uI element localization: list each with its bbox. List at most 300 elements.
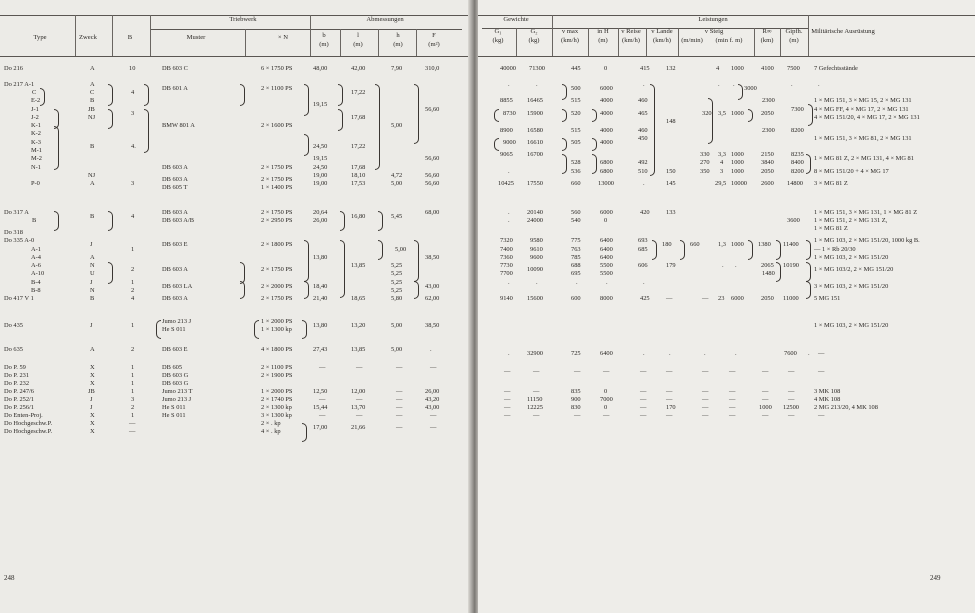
table-cell: 19,00 (313, 180, 328, 187)
column-header: Zweck (79, 34, 97, 41)
table-cell: 1 (131, 388, 135, 395)
table-cell: 420 (640, 209, 650, 216)
table-cell: 43,00 (425, 404, 440, 411)
table-cell: . (722, 262, 724, 269)
table-cell: K-3 (31, 139, 41, 146)
table-cell: 330 (700, 151, 710, 158)
table-cell: — (762, 412, 769, 419)
table-cell: 9580 (530, 237, 543, 244)
table-cell: 8000 (600, 295, 613, 302)
table-cell: 4 MK 108 (814, 396, 841, 403)
table-cell: 7730 (500, 262, 513, 269)
column-header: Type (33, 34, 47, 41)
column-header: (m) (319, 41, 329, 48)
table-cell: 16610 (527, 139, 543, 146)
table-cell: — (702, 396, 709, 403)
table-cell: JB (88, 106, 95, 113)
table-cell: . (643, 350, 645, 357)
table-cell: — (356, 396, 363, 403)
table-cell: He S 011 (162, 412, 186, 419)
table-cell: 7300 (791, 106, 804, 113)
table-cell: 5,00 (391, 122, 403, 129)
table-cell: BMW 801 A (162, 122, 195, 129)
table-cell: — 1 × Rb 20/30 (814, 246, 856, 253)
table-cell: 4 (131, 213, 135, 220)
table-cell: 4000 (600, 127, 613, 134)
table-cell: 0 (604, 217, 608, 224)
table-cell: 20140 (527, 209, 543, 216)
table-cell: 2 MG 213/20, 4 MK 108 (814, 404, 878, 411)
table-cell: 11000 (783, 295, 799, 302)
table-cell: 12,50 (313, 388, 328, 395)
table-cell: 460 (638, 97, 648, 104)
group-brace (562, 84, 567, 100)
table-cell: — (729, 368, 736, 375)
table-cell: 12225 (527, 404, 543, 411)
column-header: v Reise (621, 28, 641, 35)
table-cell: Do P. 59 (4, 364, 26, 371)
table-cell: 13,20 (351, 322, 366, 329)
table-cell: — (640, 388, 647, 395)
table-cell: 1000 (759, 404, 772, 411)
table-cell: 1 (131, 246, 135, 253)
table-cell: 6800 (600, 159, 613, 166)
table-cell: 3 (131, 396, 135, 403)
group-brace (378, 240, 383, 260)
table-cell: 3840 (761, 159, 774, 166)
group-brace (375, 84, 380, 170)
table-cell: 3 MK 108 (814, 388, 841, 395)
table-cell: J-2 (31, 114, 39, 121)
table-cell: J (90, 404, 93, 411)
table-cell: B (32, 217, 37, 224)
table-cell: — (129, 420, 136, 427)
table-cell: 1 × 2000 PS (261, 318, 293, 325)
table-cell: Do 635 (4, 346, 23, 353)
table-cell: 10 (129, 65, 136, 72)
table-cell: 17,68 (351, 164, 366, 171)
table-cell: . (508, 81, 510, 88)
group-brace (738, 84, 743, 100)
table-cell: . (606, 279, 608, 286)
table-cell: 685 (638, 246, 648, 253)
table-cell: . (704, 350, 706, 357)
table-cell: 12,00 (351, 388, 366, 395)
table-cell: E-2 (31, 97, 41, 104)
table-cell: 43,20 (425, 396, 440, 403)
table-cell: 3,3 (718, 151, 726, 158)
table-cell: 4100 (761, 65, 774, 72)
column-header: v Lande (651, 28, 673, 35)
table-cell: 5 MG 151 (814, 295, 841, 302)
table-cell: 785 (571, 254, 581, 261)
table-cell: Do 435 (4, 322, 23, 329)
table-cell: 2600 (761, 180, 774, 187)
table-cell: 13,70 (351, 404, 366, 411)
table-cell: 8 × MG 151/20 + 4 × MG 17 (814, 168, 889, 175)
table-cell: Do Hochgeschw.P. (4, 420, 53, 427)
group-brace (414, 281, 419, 299)
table-cell: Jumo 213 J (162, 396, 192, 403)
group-brace (650, 84, 655, 176)
table-cell: 56,60 (425, 180, 440, 187)
table-cell: — (788, 396, 795, 403)
table-cell: 5,00 (395, 246, 407, 253)
group-brace (378, 211, 383, 231)
group-brace (592, 109, 597, 122)
table-cell: 540 (571, 217, 581, 224)
table-cell: — (356, 412, 363, 419)
group-brace (494, 138, 499, 151)
table-cell: — (702, 404, 709, 411)
table-cell: 2 × 1900 PS (261, 372, 293, 379)
table-cell: 19,15 (313, 101, 328, 108)
table-cell: C (90, 89, 95, 96)
table-cell: 2 (131, 346, 135, 353)
table-cell: 5500 (600, 262, 613, 269)
table-cell: 17550 (527, 180, 543, 187)
group-brace (108, 262, 113, 284)
table-cell: A-10 (31, 270, 45, 277)
group-brace (338, 84, 343, 106)
column-header: B (127, 34, 133, 41)
table-cell: — (356, 364, 363, 371)
table-cell: 4 × MG FF, 4 × MG 17, 2 × MG 131 (814, 106, 909, 113)
table-cell: — (504, 396, 511, 403)
table-cell: 132 (666, 65, 676, 72)
group-brace (156, 320, 161, 339)
table-cell: — (666, 295, 673, 302)
table-cell: 5500 (600, 270, 613, 277)
table-cell: DB 603 G (162, 372, 189, 379)
table-cell: Do P. 231 (4, 372, 30, 379)
table-cell: Do 417 V 1 (4, 295, 34, 302)
table-cell: 425 (640, 295, 650, 302)
table-cell: B (90, 97, 95, 104)
table-cell: 460 (638, 127, 648, 134)
table-cell: 900 (571, 396, 581, 403)
column-header: b (322, 32, 326, 39)
table-cell: 56,60 (425, 106, 440, 113)
table-cell: 56,60 (425, 172, 440, 179)
table-cell: NJ (88, 172, 96, 179)
table-cell: 26,00 (313, 217, 328, 224)
table-cell: 350 (700, 168, 710, 175)
table-cell: 775 (571, 237, 581, 244)
column-header: Triebwerk (229, 16, 257, 23)
table-cell: — (702, 388, 709, 395)
table-cell: 38,50 (425, 322, 440, 329)
table-cell: X (90, 412, 95, 419)
table-cell: 13000 (598, 180, 614, 187)
table-cell: 1 × MG 151, 3 × MG 15, 2 × MG 131 (814, 97, 912, 104)
table-cell: — (702, 368, 709, 375)
column-header: F (432, 32, 436, 39)
header-bottom-rule (0, 56, 472, 57)
table-cell: 17,53 (351, 180, 366, 187)
table-cell: — (640, 368, 647, 375)
table-cell: 270 (700, 159, 710, 166)
table-cell: — (430, 424, 437, 431)
table-cell: . (643, 180, 645, 187)
table-cell: Do Enten-Proj. (4, 412, 43, 419)
table-cell: 2 × 2000 PS (261, 283, 293, 290)
group-brace (304, 134, 309, 156)
table-cell: 2 × 1800 PS (261, 241, 293, 248)
table-cell: 5,00 (391, 322, 403, 329)
table-cell: 13,80 (313, 322, 328, 329)
table-cell: 0 (604, 404, 608, 411)
table-cell: N (90, 287, 95, 294)
table-cell: 2 × 1740 PS (261, 396, 293, 403)
abmessungen-subrule (310, 29, 462, 30)
table-cell: 1 × MG 81 Z (814, 225, 848, 232)
table-cell: 660 (690, 241, 700, 248)
table-cell: — (818, 412, 825, 419)
table-cell: 8200 (791, 168, 804, 175)
group-brace (144, 84, 149, 106)
table-cell: 2 × 1750 PS (261, 295, 293, 302)
column-header: h (396, 32, 400, 39)
column-header: G₁ (494, 28, 502, 35)
table-cell: Do P. 232 (4, 380, 30, 387)
table-cell: X (90, 380, 95, 387)
triebwerk-subrule (150, 29, 310, 30)
column-header: (km/h) (561, 37, 579, 44)
table-cell: — (762, 388, 769, 395)
table-cell: Do P. 256/1 (4, 404, 35, 411)
table-cell: — (504, 388, 511, 395)
table-cell: 606 (638, 262, 648, 269)
table-cell: 9140 (500, 295, 513, 302)
table-cell: 520 (571, 110, 581, 117)
table-cell: 8400 (791, 159, 804, 166)
table-cell: 27,43 (313, 346, 328, 353)
table-cell: 1 × MG 151, 2 × MG 131 Z, (814, 217, 888, 224)
table-cell: 510 (638, 168, 648, 175)
group-brace (302, 423, 307, 442)
table-cell: He S 011 (162, 404, 186, 411)
table-cell: 1480 (762, 270, 775, 277)
table-cell: 17,22 (351, 143, 366, 150)
table-cell: 1 (131, 412, 135, 419)
table-cell: A-1 (31, 246, 41, 253)
table-cell: 19,15 (313, 155, 328, 162)
group-brace (808, 104, 813, 126)
column-header: (km/h) (622, 37, 640, 44)
table-cell: 170 (666, 404, 676, 411)
table-cell: 515 (571, 127, 581, 134)
table-cell: 1 × MG 151, 3 × MG 81, 2 × MG 131 (814, 135, 912, 142)
table-cell: — (504, 368, 511, 375)
column-header: Militärische Ausrüstung (811, 28, 875, 35)
table-cell: 4. (131, 143, 136, 150)
column-header: (km/h) (653, 37, 671, 44)
table-cell: . (508, 168, 510, 175)
group-brace (108, 211, 113, 231)
table-cell: 1 (131, 322, 135, 329)
group-brace (414, 84, 419, 144)
table-cell: 4000 (600, 110, 613, 117)
table-cell: 32900 (527, 350, 543, 357)
table-cell: 1 (131, 279, 135, 286)
table-cell: X (90, 428, 95, 435)
table-cell: 465 (638, 110, 648, 117)
table-cell: 24,50 (313, 143, 328, 150)
table-cell: 56,60 (425, 155, 440, 162)
table-cell: 6400 (600, 246, 613, 253)
table-cell: Do Hochgeschw.P. (4, 428, 53, 435)
table-cell: 1 × MG 151, 3 × MG 131, 1 × MG 81 Z (814, 209, 918, 216)
table-cell: . (735, 350, 737, 357)
table-cell: 9610 (530, 246, 543, 253)
column-header: (m) (598, 37, 608, 44)
table-cell: 5,25 (391, 262, 403, 269)
table-cell: 5,00 (391, 180, 403, 187)
table-cell: 3 (131, 180, 135, 187)
table-cell: 10090 (527, 266, 543, 273)
table-cell: Do 217 A-1 (4, 81, 35, 88)
table-cell: — (533, 388, 540, 395)
group-brace (562, 154, 567, 174)
table-cell: 11400 (783, 241, 799, 248)
table-cell: J-1 (31, 106, 39, 113)
table-cell: 7600 (784, 350, 797, 357)
group-brace (806, 240, 811, 260)
table-cell: 450 (638, 135, 648, 142)
group-brace (414, 240, 419, 282)
table-cell: 17,68 (351, 114, 366, 121)
table-cell: B (90, 295, 95, 302)
table-cell: 16465 (527, 97, 543, 104)
table-cell: 0 (604, 65, 608, 72)
table-cell: 9600 (530, 254, 543, 261)
table-cell: 310,0 (425, 65, 440, 72)
table-cell: 15,44 (313, 404, 328, 411)
group-brace (340, 211, 345, 231)
table-cell: 4 × 1800 PS (261, 346, 293, 353)
table-cell: A (90, 65, 95, 72)
table-cell: 15900 (527, 110, 543, 117)
table-cell: 18,65 (351, 295, 366, 302)
table-cell: Do 318 (4, 229, 23, 236)
table-cell: 0 (604, 388, 608, 395)
table-cell: . (733, 81, 735, 88)
table-cell: J (90, 322, 93, 329)
table-cell: 415 (640, 65, 650, 72)
table-cell: 6400 (600, 237, 613, 244)
header-bottom-rule (478, 56, 975, 57)
table-cell: 71300 (529, 65, 545, 72)
table-cell: 2 × 1100 PS (261, 85, 293, 92)
table-cell: 3600 (787, 217, 800, 224)
table-cell: 3 × 1300 kp (261, 412, 292, 419)
left-page (0, 0, 472, 613)
table-cell: B (90, 143, 95, 150)
table-cell: . (669, 350, 671, 357)
group-brace (40, 88, 45, 106)
table-cell: 48,00 (313, 65, 328, 72)
table-cell: 1 × MG 103/2, 2 × MG 151/20 (814, 266, 894, 273)
table-cell: 1 × 2000 PS (261, 388, 293, 395)
table-cell: 7360 (500, 254, 513, 261)
group-brace (562, 138, 567, 151)
table-cell: 42,00 (351, 65, 366, 72)
table-cell: X (90, 420, 95, 427)
table-cell: 1 (131, 372, 135, 379)
table-cell: 560 (571, 209, 581, 216)
table-cell: 24,50 (313, 164, 328, 171)
table-cell: — (729, 396, 736, 403)
table-cell: 10190 (783, 262, 799, 269)
column-header: (m) (393, 41, 403, 48)
table-cell: Do P. 247/6 (4, 388, 35, 395)
table-cell: 1 (131, 380, 135, 387)
table-cell: 2 × 2950 PS (261, 217, 293, 224)
table-cell: 5,25 (391, 279, 403, 286)
table-cell: — (762, 368, 769, 375)
table-cell: 6000 (600, 85, 613, 92)
table-cell: DB 603 A (162, 164, 188, 171)
table-cell: U (90, 270, 95, 277)
group-brace (806, 281, 811, 299)
table-cell: 5,25 (391, 270, 403, 277)
table-cell: 2050 (761, 110, 774, 117)
table-cell: — (396, 396, 403, 403)
table-cell: B-4 (31, 279, 41, 286)
table-cell: K-1 (31, 122, 41, 129)
column-header: Leistungen (698, 16, 728, 23)
table-cell: N (90, 262, 95, 269)
table-cell: 29,5 (715, 180, 727, 187)
table-cell: 6400 (600, 254, 613, 261)
table-cell: 9000 (503, 139, 516, 146)
table-cell: 14800 (787, 180, 803, 187)
table-cell: 660 (571, 180, 581, 187)
table-cell: 8900 (500, 127, 513, 134)
table-cell: 15600 (527, 295, 543, 302)
table-cell: 13,80 (313, 254, 328, 261)
table-cell: 23 (718, 295, 725, 302)
table-cell: 4,72 (391, 172, 403, 179)
table-cell: 7 Gefechtsstände (814, 65, 858, 72)
column-header: Abmessungen (366, 16, 404, 23)
group-brace (54, 211, 59, 231)
table-cell: 5,00 (391, 346, 403, 353)
table-cell: 4 × MG 151/20, 4 × MG 17, 2 × MG 131 (814, 114, 920, 121)
table-cell: 1 × MG 103, 2 × MG 151/20 (814, 322, 889, 329)
table-cell: 7500 (787, 65, 800, 72)
table-cell: 2 × 1750 PS (261, 176, 293, 183)
table-cell: DB 603 E (162, 241, 188, 248)
group-brace (592, 138, 597, 151)
table-cell: A-6 (31, 262, 41, 269)
table-cell: . (818, 81, 820, 88)
table-cell: B-8 (31, 287, 41, 294)
table-cell: 68,00 (425, 209, 440, 216)
table-cell: 2 (131, 287, 135, 294)
table-cell: . (508, 209, 510, 216)
table-cell: 62,00 (425, 295, 440, 302)
table-cell: . (643, 279, 645, 286)
table-cell: 445 (571, 65, 581, 72)
table-cell: — (319, 364, 326, 371)
table-cell: 7,90 (391, 65, 403, 72)
table-cell: DB 603 A (162, 295, 188, 302)
column-header: v max (561, 28, 579, 35)
table-cell: . (536, 81, 538, 88)
group-brace (708, 98, 713, 144)
